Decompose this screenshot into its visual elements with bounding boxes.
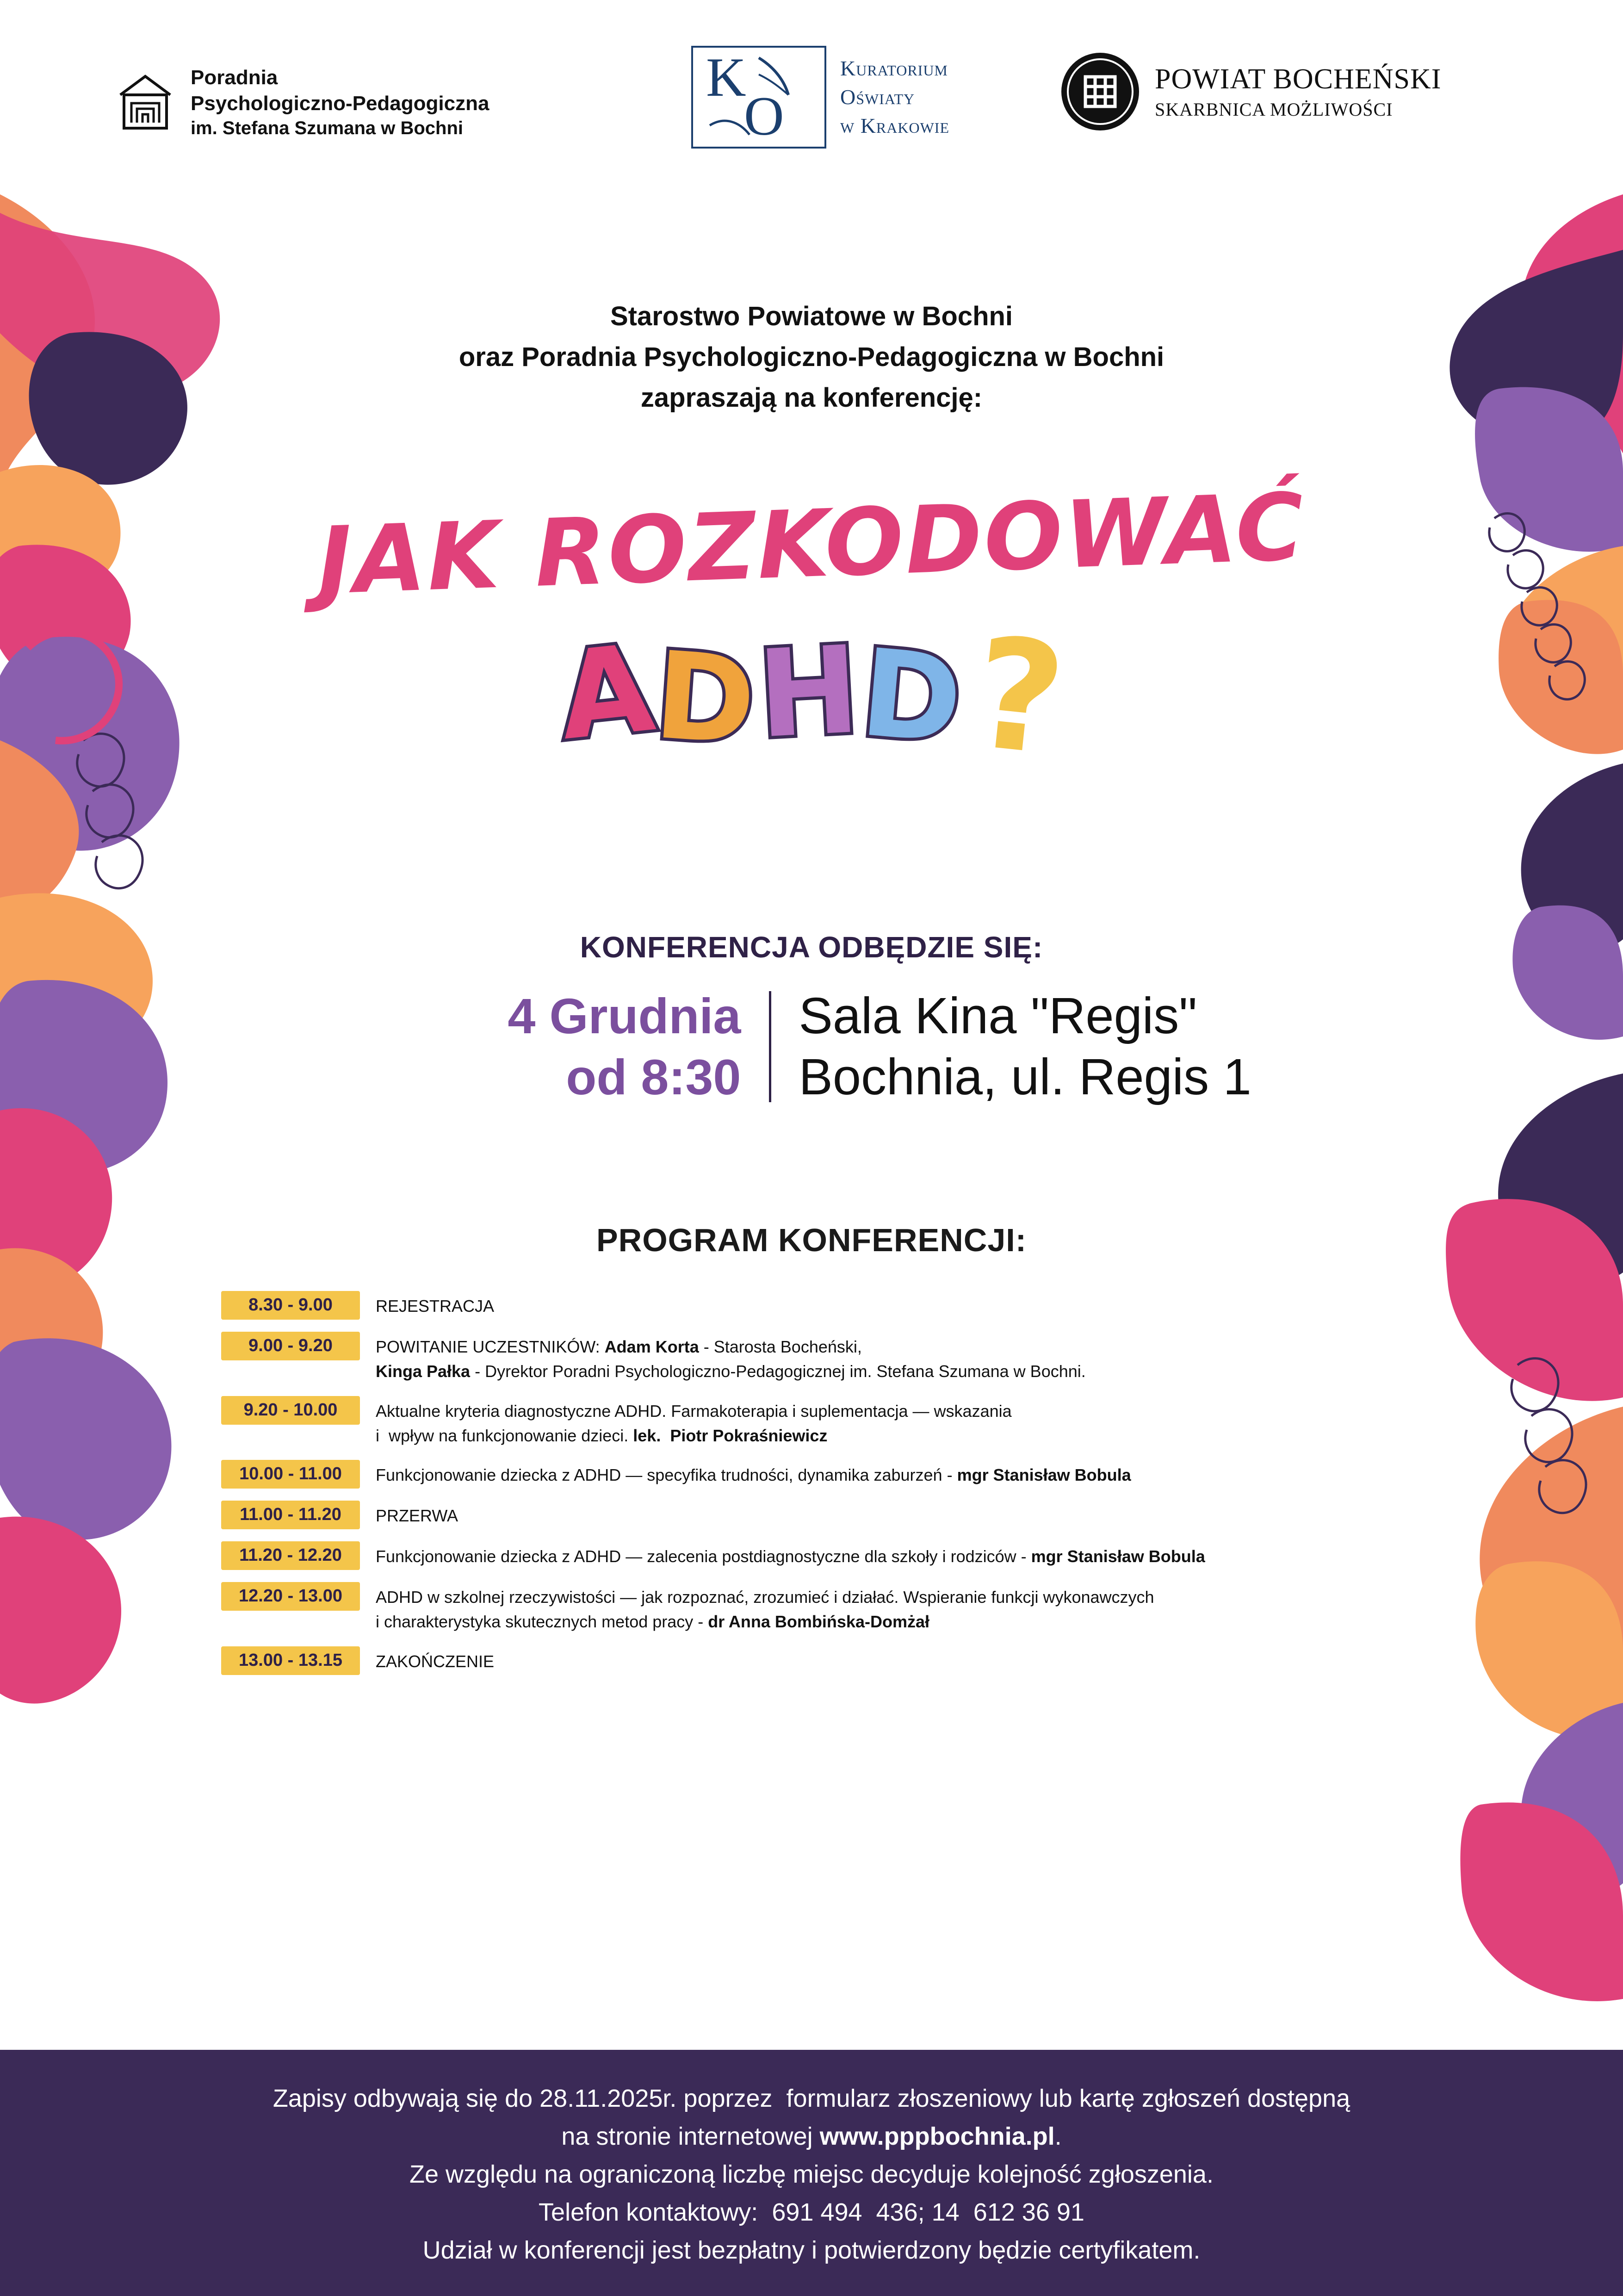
- adhd-letter-4: D: [855, 623, 970, 772]
- adhd-letter-2: D: [650, 626, 763, 773]
- adhd-letter-3: H: [755, 620, 866, 765]
- program-desc: REJESTRACJA: [376, 1297, 495, 1316]
- program-row: [221, 1291, 1424, 1320]
- logo-powiat: [1059, 51, 1441, 132]
- program-row: [221, 1541, 1424, 1570]
- footer-line4: Telefon kontaktowy: 691 494 436; 14 612 36 91: [539, 2198, 1084, 2227]
- invitation-text: [0, 296, 1623, 418]
- footer-line3: Ze względu na ograniczoną liczbę miejsc decyduje kolejność zgłoszenia.: [409, 2160, 1214, 2189]
- program-title: PROGRAM KONFERENCJI:: [596, 1222, 1027, 1258]
- footer-line5: Udział w konferencji jest bezpłatny i potwierdzony będzie certyfikatem.: [422, 2236, 1201, 2265]
- adhd-letter-1: A: [552, 618, 663, 768]
- question-mark: ?: [965, 604, 1072, 790]
- kuratorium-emblem-icon: [689, 44, 828, 150]
- program-time: 8.30 - 9.00: [221, 1291, 360, 1320]
- svg-text:K: K: [706, 46, 746, 108]
- event-place: [771, 986, 1262, 1108]
- adhd-title-block: [0, 592, 1623, 790]
- program-time: 10.00 - 11.00: [221, 1460, 360, 1489]
- poster-content: [0, 194, 1623, 2050]
- program-desc: PRZERWA: [376, 1506, 458, 1526]
- program-row: [221, 1501, 1424, 1529]
- event-details: [0, 986, 1623, 1108]
- program-desc: ADHD w szkolnej rzeczywistości — jak rozpoznać, zrozumieć i działać. Wspieranie funkcji wykonawczych i charakterystyka skutecznych metod pracy - dr Anna Bombińska-Domżał: [376, 1588, 1154, 1632]
- powiat-seal-icon: [1059, 51, 1141, 132]
- event-place-line2: Bochnia, ul. Regis 1: [799, 1049, 1251, 1105]
- program-row: [221, 1460, 1424, 1489]
- program-list: [221, 1291, 1424, 1687]
- program-desc: POWITANIE UCZESTNIKÓW: Adam Korta - Starosta Bocheński, Kinga Pałka - Dyrektor Poradni Psychologiczno-Pedagogicznej im. Stefana Szumana w Bochni.: [376, 1337, 1086, 1381]
- kuratorium-line2: Oświaty: [840, 85, 915, 109]
- program-row: [221, 1646, 1424, 1675]
- invitation-line1: Starostwo Powiatowe w Bochni: [610, 301, 1013, 331]
- program-time: 11.00 - 11.20: [221, 1501, 360, 1529]
- event-place-line1: Sala Kina "Regis": [799, 987, 1197, 1044]
- poradnia-house-icon: [116, 73, 175, 132]
- logo-poradnia: [116, 65, 489, 140]
- footer-line1: Zapisy odbywają się do 28.11.2025r. poprzez formularz złoszeniowy lub kartę zgłoszeń dostępną: [273, 2085, 1350, 2112]
- invitation-line2: oraz Poradnia Psychologiczno-Pedagogiczna w Bochni: [458, 342, 1165, 372]
- program-time: 13.00 - 13.15: [221, 1646, 360, 1675]
- program-time: 12.20 - 13.00: [221, 1582, 360, 1611]
- kuratorium-line3: w Krakowie: [840, 114, 950, 138]
- event-date-line1: 4 Grudnia: [508, 988, 741, 1044]
- program-time: 11.20 - 12.20: [221, 1541, 360, 1570]
- program-row: [221, 1582, 1424, 1634]
- powiat-line2: SKARBNICA MOŻLIWOŚCI: [1155, 99, 1393, 120]
- footer-line2: na stronie internetowej www.pppbochnia.pl.: [561, 2122, 1062, 2151]
- logo-kuratorium: [689, 44, 949, 150]
- event-label: KONFERENCJA ODBĘDZIE SIĘ:: [580, 931, 1043, 964]
- event-date: [362, 986, 769, 1108]
- svg-text:O: O: [744, 85, 784, 147]
- adhd-letters: [552, 618, 970, 773]
- program-desc: ZAKOŃCZENIE: [376, 1651, 495, 1671]
- header-logos: [0, 0, 1623, 194]
- invitation-line3: zapraszają na konferencję:: [640, 383, 983, 413]
- footer-info: [0, 2050, 1623, 2296]
- program-time: 9.20 - 10.00: [221, 1396, 360, 1425]
- event-date-line2: od 8:30: [566, 1049, 741, 1105]
- powiat-line1: POWIAT BOCHEŃSKI: [1155, 63, 1442, 95]
- program-row: [221, 1396, 1424, 1448]
- poradnia-line2: Psychologiczno-Pedagogiczna: [191, 92, 489, 115]
- program-time: 9.00 - 9.20: [221, 1332, 360, 1360]
- program-desc: Funkcjonowanie dziecka z ADHD — specyfika trudności, dynamika zaburzeń - mgr Stanisław Bobula: [376, 1465, 1131, 1485]
- poradnia-line3: im. Stefana Szumana w Bochni: [191, 118, 464, 138]
- program-desc: Funkcjonowanie dziecka z ADHD — zalecenia postdiagnostyczne dla szkoły i rodziców - mgr Stanisław Bobula: [376, 1547, 1205, 1566]
- poster-title: JAK ROZKODOWAĆ: [316, 473, 1307, 616]
- kuratorium-line1: Kuratorium: [840, 56, 948, 80]
- program-desc: Aktualne kryteria diagnostyczne ADHD. Farmakoterapia i suplementacja — wskazania i wpływ na funkcjonowanie dzieci. lek. Piotr Pokraśniewicz: [376, 1401, 1012, 1445]
- poradnia-line1: Poradnia: [191, 66, 278, 89]
- program-row: [221, 1332, 1424, 1384]
